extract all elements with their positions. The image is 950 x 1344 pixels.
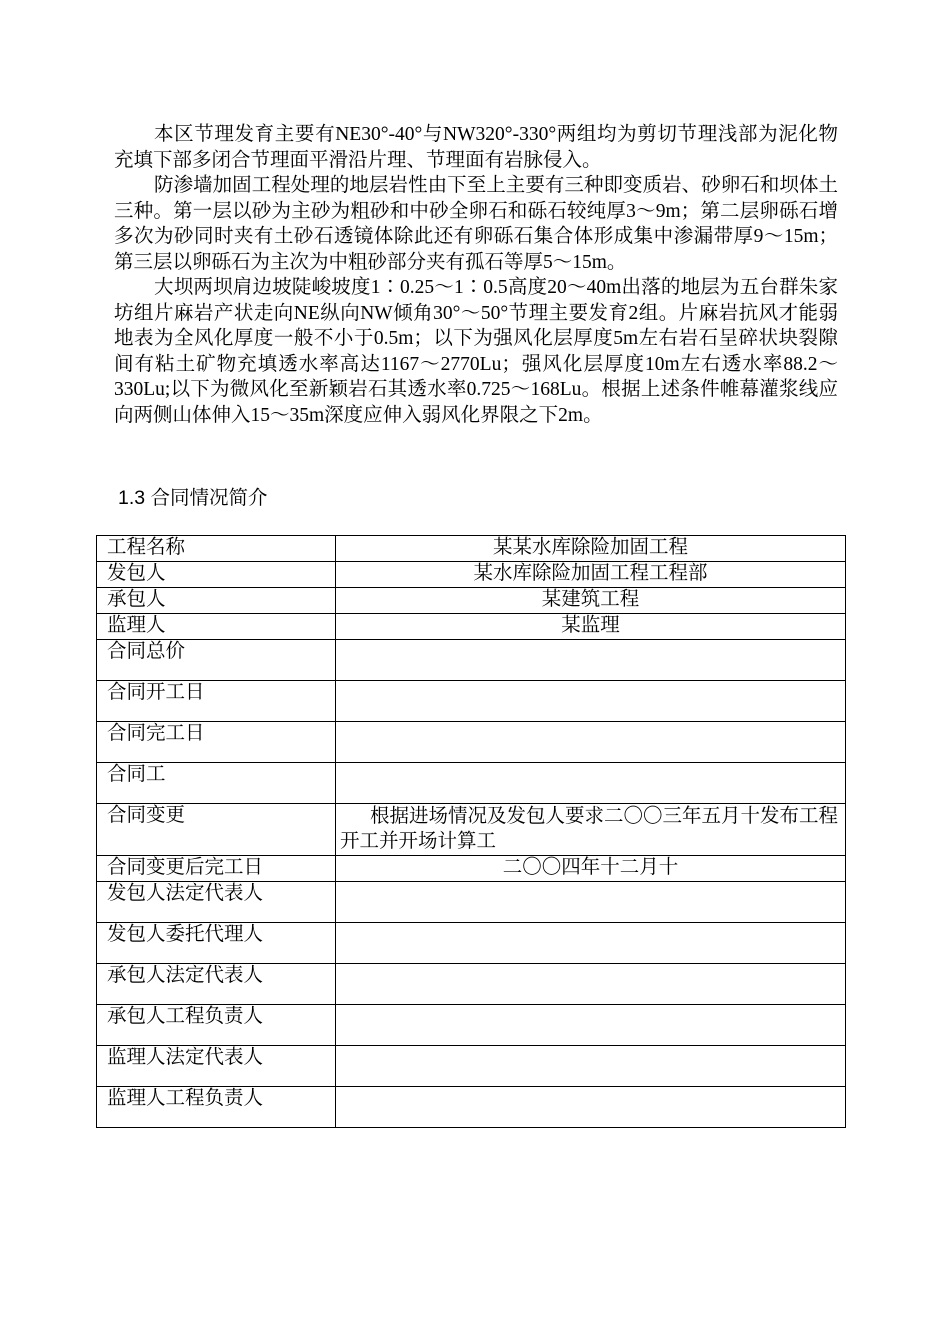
table-row: [97, 562, 846, 588]
row-value: [336, 763, 846, 804]
row-label: 合同变更后完工日: [97, 856, 336, 882]
row-label: 合同开工日: [97, 681, 336, 722]
row-label: 承包人工程负责人: [97, 1005, 336, 1046]
row-label: 承包人: [97, 588, 336, 614]
row-label: 承包人法定代表人: [97, 964, 336, 1005]
table-row: [97, 536, 846, 562]
table-row: [97, 964, 846, 1005]
table-row: [97, 614, 846, 640]
table-row: [97, 804, 846, 856]
table-row: [97, 856, 846, 882]
row-value: [336, 1087, 846, 1128]
row-value: [336, 722, 846, 763]
row-label: 工程名称: [97, 536, 336, 562]
row-value: 某建筑工程: [336, 588, 846, 614]
row-label: 发包人法定代表人: [97, 882, 336, 923]
table-row: [97, 681, 846, 722]
row-value: [336, 964, 846, 1005]
row-value: [336, 681, 846, 722]
row-value: 二〇〇四年十二月十: [336, 856, 846, 882]
table-row: [97, 763, 846, 804]
row-value: [336, 882, 846, 923]
table-row: [97, 1046, 846, 1087]
row-value: 某监理: [336, 614, 846, 640]
row-label: 监理人法定代表人: [97, 1046, 336, 1087]
table-row: [97, 640, 846, 681]
row-label: 合同完工日: [97, 722, 336, 763]
row-value: 某某水库除险加固工程: [336, 536, 846, 562]
geology-text: [114, 122, 838, 428]
contract-table: [96, 535, 846, 1128]
table-row: [97, 1087, 846, 1128]
row-value: [336, 1005, 846, 1046]
row-label: 监理人工程负责人: [97, 1087, 336, 1128]
section-heading: 1.3 合同情况简介: [118, 487, 268, 509]
table-row: [97, 722, 846, 763]
row-label: 合同变更: [97, 804, 336, 856]
row-value: [336, 923, 846, 964]
paragraph-strata: 防渗墙加固工程处理的地层岩性由下至上主要有三种即变质岩、砂卵石和坝体土三种。第一层以砂为主砂为粗砂和中砂全卵石和砾石较纯厚3～9m；第二层卵砾石增多次为砂同时夹有土砂石透镜体除此还有卵砾石集合体形成集中渗漏带厚9～15m；第三层以卵砾石为主次为中粗砂部分夹有孤石等厚5～15m。: [114, 175, 838, 273]
table-row: [97, 588, 846, 614]
table-row: [97, 923, 846, 964]
row-value: 根据进场情况及发包人要求二〇〇三年五月十发布工程开工并开场计算工: [336, 804, 846, 856]
table-row: [97, 882, 846, 923]
row-value: [336, 640, 846, 681]
row-label: 监理人: [97, 614, 336, 640]
row-value: [336, 1046, 846, 1087]
row-label: 发包人委托代理人: [97, 923, 336, 964]
row-label: 发包人: [97, 562, 336, 588]
paragraph-joints: 本区节理发育主要有NE30°-40°与NW320°-330°两组均为剪切节理浅部为泥化物充填下部多闭合节理面平滑沿片理、节理面有岩脉侵入。: [114, 124, 838, 171]
table-row: [97, 1005, 846, 1046]
row-label: 合同工: [97, 763, 336, 804]
row-label: 合同总价: [97, 640, 336, 681]
row-value: 某水库除险加固工程工程部: [336, 562, 846, 588]
paragraph-slopes: 大坝两坝肩边坡陡峻坡度1∶0.25～1∶0.5高度20～40m出落的地层为五台群朱家坊组片麻岩产状走向NE纵向NW倾角30°～50°节理主要发育2组。片麻岩抗风才能弱地表为全风化厚度一般不小于0.5m；以下为强风化层厚度5m左右岩石呈碎状块裂隙间有粘土矿物充填透水率高达1167～2770Lu；强风化层厚度10m左右透水率88.2～330Lu;以下为微风化至新颖岩石其透水率0.725～168Lu。根据上述条件帷幕灌浆线应向两侧山体伸入15～35m深度应伸入弱风化界限之下2m。: [114, 277, 838, 426]
